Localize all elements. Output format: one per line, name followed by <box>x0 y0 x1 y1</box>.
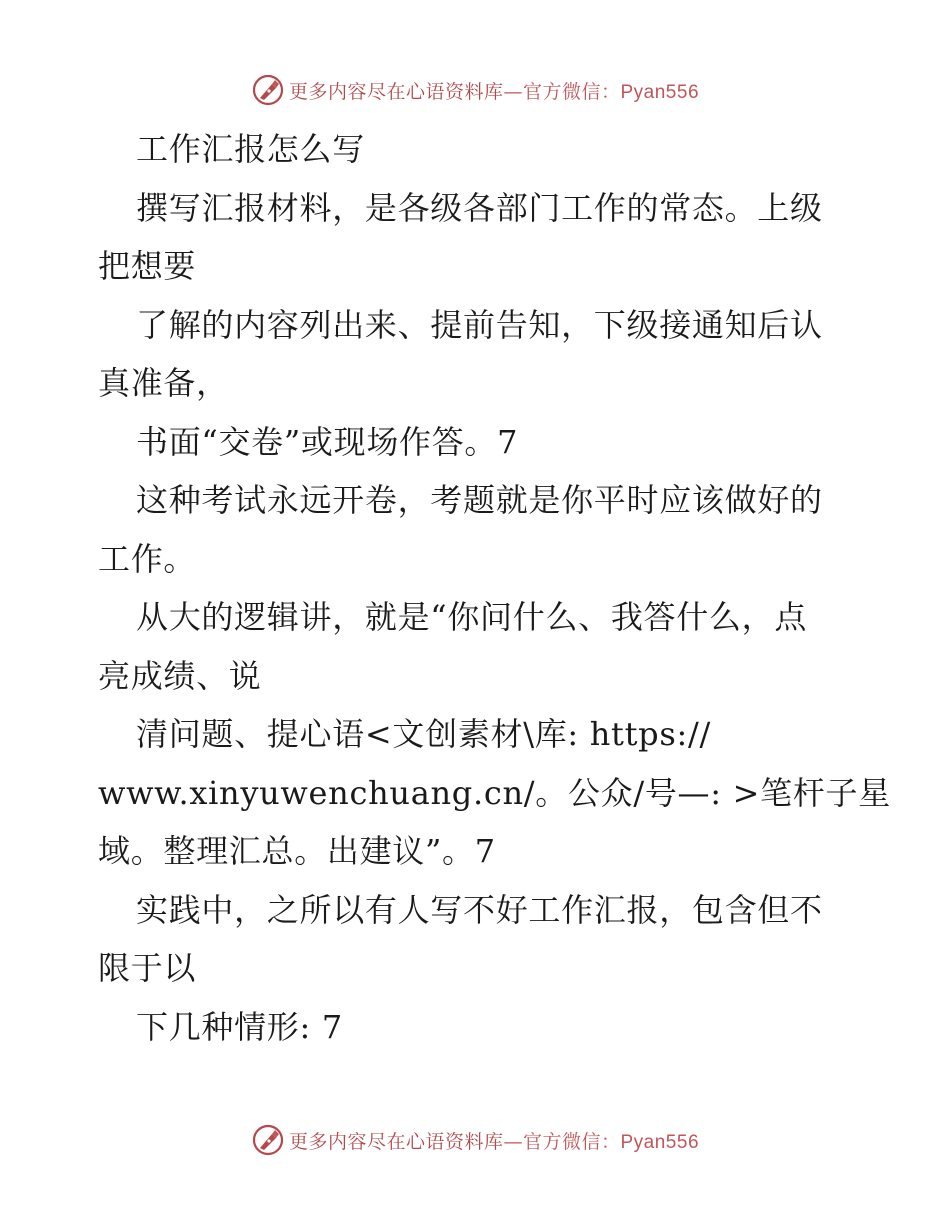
text-line: 撰写汇报材料，是各级各部门工作的常态。上级 <box>136 188 823 227</box>
text-line: 了解的内容列出来、提前告知，下级接通知后认 <box>136 305 823 344</box>
text-line: 限于以 <box>98 949 197 987</box>
header-wechat-id: Pyan556 <box>620 81 700 103</box>
footer-wechat-id: Pyan556 <box>620 1131 700 1153</box>
header-text <box>289 77 699 104</box>
footer-wechat-label: 官方微信： <box>522 1130 621 1153</box>
text-line: 把想要 <box>98 247 197 285</box>
header-wechat-label: 官方微信： <box>522 80 621 103</box>
pen-nib-circle-icon <box>251 73 285 107</box>
text-line: 真准备， <box>98 364 229 402</box>
text-line: 这种考试永远开卷，考题就是你平时应该做好的 <box>136 481 823 519</box>
pen-nib-circle-icon <box>251 1123 285 1157</box>
text-line: 域。整理汇总。出建议”。7 <box>98 832 496 870</box>
footer-banner <box>0 1120 950 1160</box>
footer-brand-text: 更多内容尽在心语资料库 <box>288 1130 504 1153</box>
text-line: 实践中，之所以有人写不好工作汇报，包含但不 <box>136 890 823 929</box>
document-body <box>98 120 891 1056</box>
text-line: www.xinyuwenchuang.cn/。公众/号—: >笔杆子星 <box>98 773 891 812</box>
header-separator: — <box>503 80 523 103</box>
text-line: 从大的逻辑讲，就是“你问什么、我答什么，点 <box>136 598 808 636</box>
footer-separator: — <box>503 1130 523 1153</box>
text-line: 清问题、提心语<文创素材\库: https:// <box>136 715 711 753</box>
footer-text <box>289 1127 699 1154</box>
text-line: 工作汇报怎么写 <box>136 130 365 168</box>
header-banner <box>0 70 950 110</box>
text-line: 下几种情形: 7 <box>136 1007 343 1046</box>
text-line: 书面“交卷”或现场作答。7 <box>136 422 519 461</box>
text-line: 工作。 <box>98 539 197 578</box>
text-line: 亮成绩、说 <box>98 656 262 695</box>
header-brand-text: 更多内容尽在心语资料库 <box>288 80 504 103</box>
